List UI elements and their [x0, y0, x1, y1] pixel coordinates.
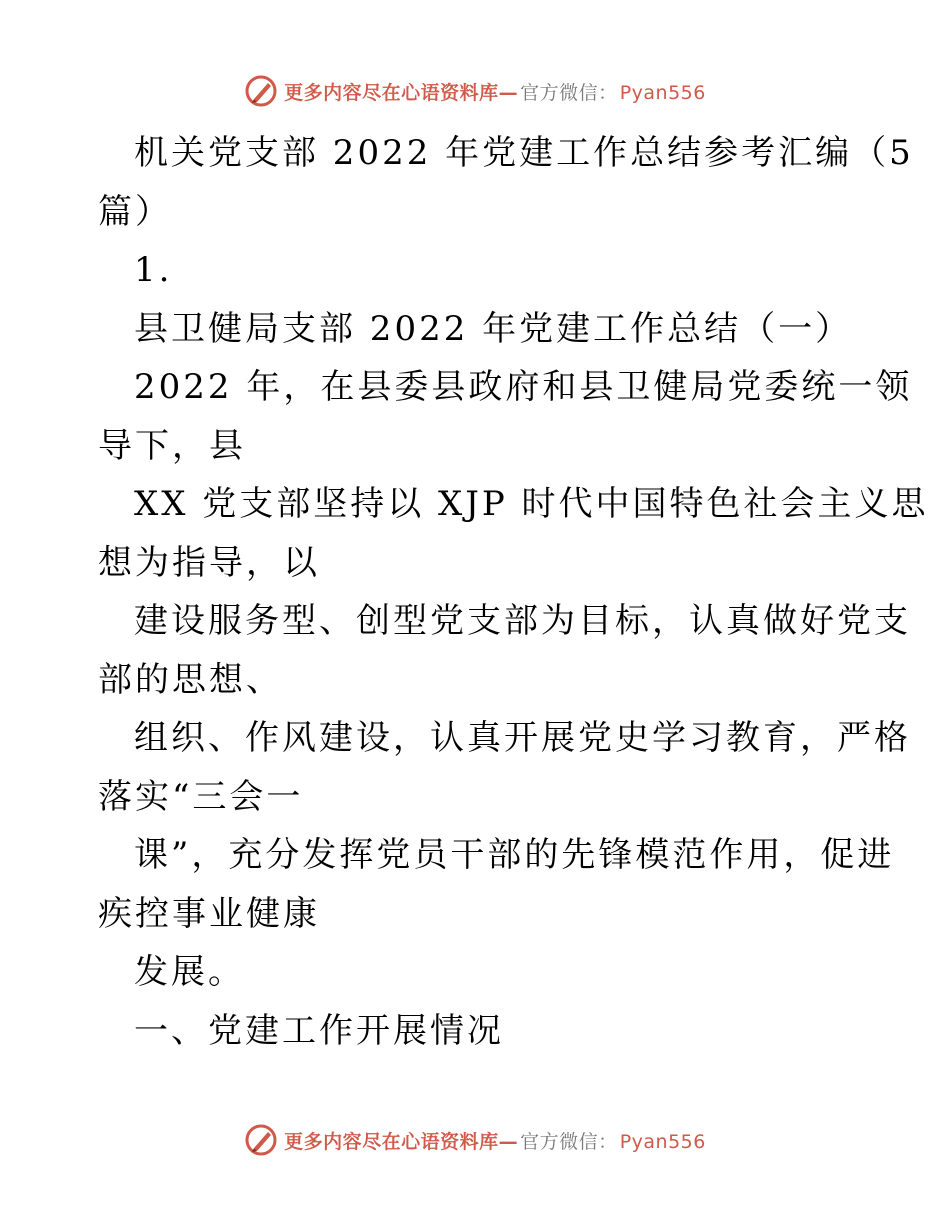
text-line: 想为指导，以	[98, 542, 320, 583]
text-line: 疾控事业健康	[98, 893, 320, 934]
text-line: 一、党建工作开展情况	[134, 1010, 504, 1051]
watermark-dash: —	[498, 1130, 519, 1153]
text-line: 建设服务型、创型党支部为目标，认真做好党支	[134, 601, 911, 641]
text-line: 导下，县	[98, 425, 246, 466]
text-line: 发展。	[134, 952, 245, 992]
watermark-wechat-id: Pyan556	[619, 81, 706, 104]
text-line: 篇）	[98, 191, 172, 232]
text-line: 县卫健局支部 2022 年党建工作总结（一）	[134, 308, 853, 349]
watermark-text	[284, 1127, 706, 1154]
watermark-text	[284, 78, 706, 105]
footer-watermark	[0, 1123, 950, 1157]
watermark-wechat-label: 官方微信：	[520, 81, 618, 104]
text-line: 落实“三会一	[98, 776, 304, 817]
text-line: 2022 年，在县委县政府和县卫健局党委统一领	[134, 367, 913, 407]
watermark-brand: 更多内容尽在心语资料库	[284, 81, 499, 104]
text-line: 课”，充分发挥党员干部的先锋模范作用，促进	[134, 835, 895, 875]
pen-circle-icon	[244, 1123, 278, 1157]
text-line: 组织、作风建设，认真开展党史学习教育，严格	[134, 718, 911, 758]
watermark-wechat-label: 官方微信：	[520, 1130, 618, 1153]
watermark-brand: 更多内容尽在心语资料库	[284, 1130, 499, 1153]
text-line: XX 党支部坚持以 XJP 时代中国特色社会主义思	[134, 484, 929, 524]
text-line: 部的思想、	[98, 659, 283, 700]
text-line: 1.	[134, 250, 173, 290]
pen-circle-icon	[244, 74, 278, 108]
text-line: 机关党支部 2022 年党建工作总结参考汇编（5	[134, 133, 914, 173]
watermark-wechat-id: Pyan556	[619, 1130, 706, 1153]
header-watermark	[0, 74, 950, 108]
document-body	[98, 124, 929, 1060]
watermark-dash: —	[498, 81, 519, 104]
